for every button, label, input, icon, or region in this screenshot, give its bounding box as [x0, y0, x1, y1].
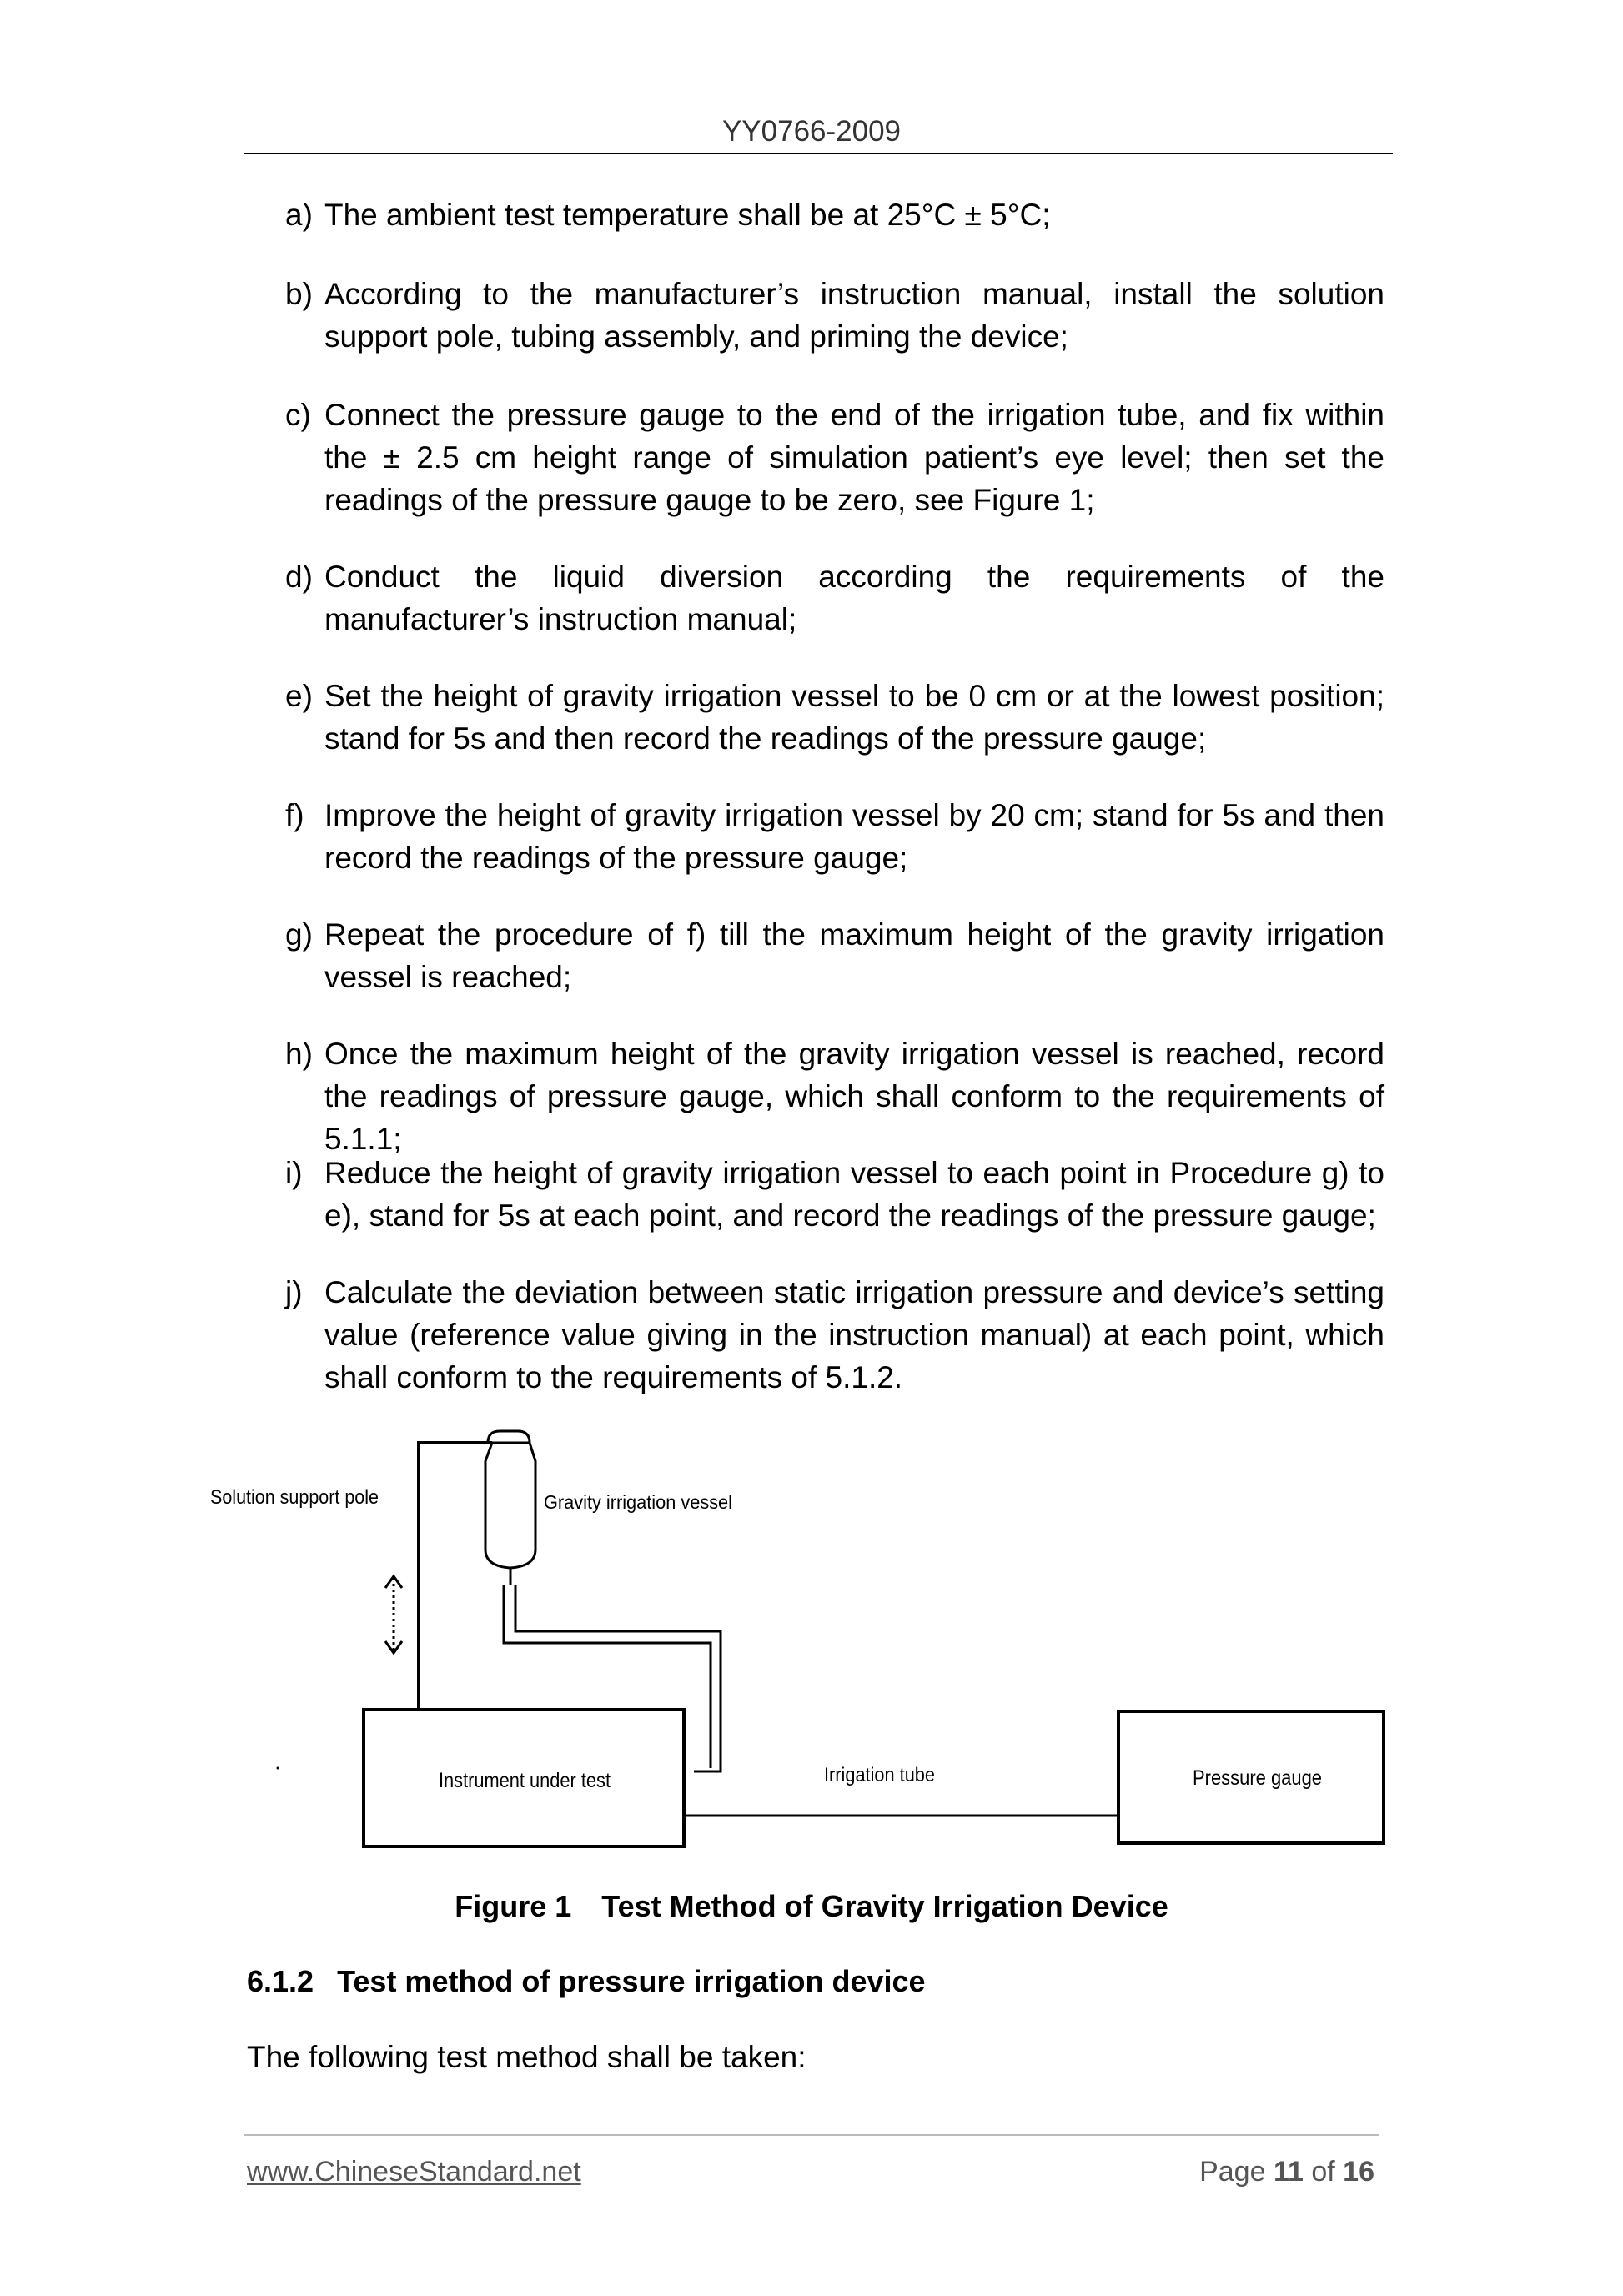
- list-item-text: Repeat the procedure of f) till the maximum height of the gravity irrigation vessel is reached;: [324, 917, 1384, 994]
- section-body-text: The following test method shall be taken:: [247, 2040, 806, 2074]
- page-total: 16: [1343, 2156, 1374, 2188]
- label-solution-support-pole: Solution support pole: [210, 1486, 379, 1509]
- list-item-letter: i): [285, 1156, 303, 1190]
- list-item-letter: d): [285, 560, 313, 594]
- page-number: [1199, 2156, 1374, 2188]
- list-item-text: Improve the height of gravity irrigation vessel by 20 cm; stand for 5s and then record the readings of the pressure gauge;: [324, 798, 1384, 875]
- footer-website-link[interactable]: www.ChineseStandard.net: [247, 2156, 581, 2188]
- list-item-text: According to the manufacturer’s instruction manual, install the solution support pole, tubing assembly, and priming the device;: [324, 277, 1384, 354]
- page-word: Page: [1199, 2156, 1266, 2188]
- list-item-letter: a): [285, 198, 313, 232]
- list-item-d: [285, 555, 1384, 641]
- list-item-text: Set the height of gravity irrigation vessel to be 0 cm or at the lowest position; stand for 5s and then record the readings of the pressure gauge;: [324, 679, 1384, 756]
- list-item-a: [285, 193, 1384, 236]
- list-item-c: [285, 394, 1384, 521]
- support-pole: [419, 1443, 492, 1710]
- page-of: of: [1311, 2156, 1335, 2188]
- list-item-letter: j): [285, 1275, 303, 1309]
- list-item-f: [285, 794, 1384, 879]
- section-heading: [247, 1964, 926, 1999]
- vessel-tubing-outer: [515, 1585, 721, 1771]
- header-divider: [244, 153, 1393, 154]
- list-item-j: [285, 1271, 1384, 1399]
- vessel-shape: [485, 1443, 535, 1568]
- figure-caption: [0, 1889, 1623, 1924]
- list-item-text: Connect the pressure gauge to the end of the irrigation tube, and fix within the ± 2.5 cm height range of simulation patient’s eye level; then set the readings of the pressure gauge to be zero, see Figure 1;: [324, 398, 1384, 517]
- list-item-letter: e): [285, 679, 313, 713]
- label-irrigation-tube: Irrigation tube: [824, 1764, 935, 1786]
- list-item-letter: g): [285, 917, 313, 952]
- figure-caption-title: Test Method of Gravity Irrigation Device: [601, 1889, 1168, 1923]
- list-item-g: [285, 913, 1384, 998]
- document-code-header: YY0766-2009: [721, 115, 902, 148]
- label-gravity-irrigation-vessel: Gravity irrigation vessel: [544, 1491, 732, 1513]
- list-item-i: [285, 1152, 1384, 1237]
- list-item-b: [285, 273, 1384, 358]
- figure-caption-number: Figure 1: [455, 1889, 572, 1923]
- page-current: 11: [1273, 2156, 1304, 2188]
- footer-divider: [244, 2134, 1379, 2136]
- list-item-letter: b): [285, 277, 313, 311]
- vessel-tubing: [504, 1585, 711, 1768]
- list-item-letter: f): [285, 798, 304, 832]
- list-item-text: Calculate the deviation between static irrigation pressure and device’s setting value (reference value giving in the instruction manual) at each point, which shall conform to the requirements of 5.1.2.: [324, 1275, 1384, 1394]
- section-title: Test method of pressure irrigation device: [337, 1964, 926, 1998]
- speck: [277, 1767, 279, 1770]
- list-item-h: [285, 1032, 1384, 1160]
- list-item-text: The ambient test temperature shall be at 25°C ± 5°C;: [324, 198, 1051, 232]
- list-item-text: Conduct the liquid diversion according the requirements of the manufacturer’s instruction manual;: [324, 560, 1384, 636]
- list-item-letter: h): [285, 1037, 313, 1071]
- vessel-hook: [488, 1431, 530, 1443]
- irrigation-setup-diagram: [0, 1418, 1623, 1868]
- label-pressure-gauge: Pressure gauge: [1193, 1766, 1322, 1790]
- figure-1-diagram: [0, 1418, 1623, 1868]
- list-item-text: Once the maximum height of the gravity irrigation vessel is reached, record the readings of pressure gauge, which shall conform to the requirements of 5.1.1;: [324, 1037, 1384, 1156]
- label-instrument-under-test: Instrument under test: [439, 1769, 611, 1792]
- list-item-letter: c): [285, 398, 311, 432]
- section-number: 6.1.2: [247, 1964, 314, 1998]
- height-adjust-arrow: [385, 1576, 402, 1653]
- list-item-e: [285, 675, 1384, 760]
- list-item-text: Reduce the height of gravity irrigation vessel to each point in Procedure g) to e), stand for 5s at each point, and record the readings of the pressure gauge;: [324, 1156, 1384, 1233]
